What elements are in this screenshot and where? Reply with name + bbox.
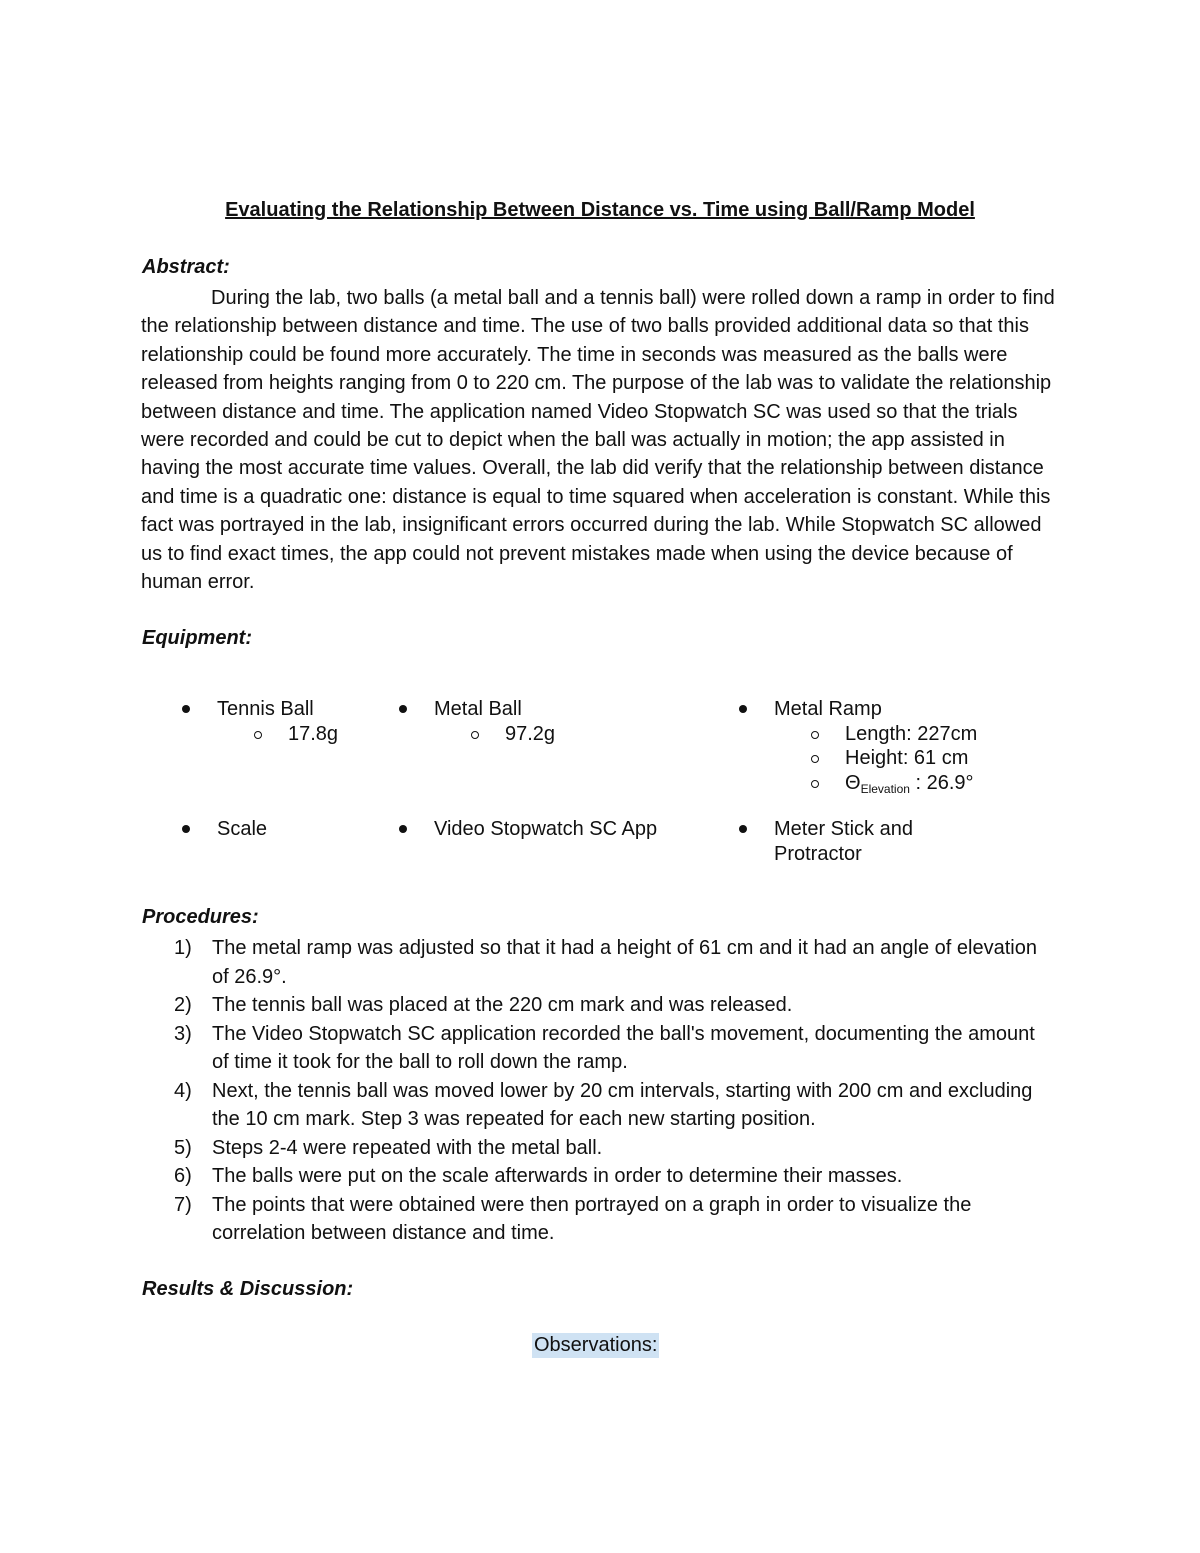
abstract-text: During the lab, two balls (a metal ball and a tennis ball) were rolled down a ramp in order to find the relationship between distance and time. The use of two balls provided additional data so that this relationship could be found more accurately. The time in seconds was measured as the balls were released from heights ranging from 0 to 220 cm. The purpose of the lab was to validate the relationship between distance and time. The application named Video Stopwatch SC was used so that the trials were recorded and could be cut to depict when the ball was actually in motion; the app assisted in having the most accurate time values. Overall, the lab did verify that the relationship between distance and time is a quadratic one: distance is equal to time squared when acceleration is constant. While this fact was portrayed in the lab, insignificant errors occurred during the lab. While Stopwatch SC allowed us to find exact times, the app could not prevent mistakes made when using the device because of human error. [141,287,1055,594]
equipment-heading: Equipment: [142,627,252,649]
procedure-step: 6) The balls were put on the scale afterwards in order to determine their masses. [174,1165,903,1187]
scale-label: Scale [217,818,268,840]
circle-bullet-icon [811,731,819,739]
equipment-metal-ramp [739,697,977,801]
ramp-theta-value: : 26.9° [909,771,974,794]
procedure-step: 5) Steps 2-4 were repeated with the metal ball. [174,1136,603,1159]
abstract-paragraph [141,284,1061,596]
bullet-icon [399,705,407,713]
ramp-length: Length: 227cm [845,722,978,745]
ramp-theta-symbol: Θ [845,771,861,794]
observations-label: Observations: [534,1334,658,1356]
bullet-icon [739,705,747,713]
bullet-icon [739,825,747,833]
equipment-app [399,817,657,842]
app-label: Video Stopwatch SC App [434,818,658,840]
procedures-heading: Procedures: [142,906,259,928]
bullet-icon [182,705,190,713]
circle-bullet-icon [811,755,819,763]
equipment-meter-stick [739,817,913,866]
bullet-icon [182,825,190,833]
results-heading: Results & Discussion: [142,1278,354,1300]
abstract-heading: Abstract: [142,256,230,278]
procedure-step: 1) The metal ramp was adjusted so that it had a height of 61 cm and it had an angle of elevation of 26.9°. [174,937,1037,988]
ramp-height: Height: 61 cm [845,747,969,769]
procedure-step: 7) The points that were obtained were then portrayed on a graph in order to visualize the correlation between distance and time. [174,1193,972,1244]
procedure-step: 3) The Video Stopwatch SC application recorded the ball's movement, documenting the amount of time it took for the ball to roll down the ramp. [174,1022,1035,1073]
equipment-scale [182,817,267,842]
circle-bullet-icon [254,731,262,739]
procedure-step: 2) The tennis ball was placed at the 220 cm mark and was released. [174,994,793,1016]
circle-bullet-icon [811,780,819,788]
meter-stick-label-line2: Protractor [774,842,862,865]
tennis-ball-label: Tennis Ball [217,698,314,720]
equipment-tennis-ball [182,697,338,746]
procedure-step: 4) Next, the tennis ball was moved lower by 20 cm intervals, starting with 200 cm and excluding the 10 cm mark. Step 3 was repeated for each new starting position. [174,1079,1033,1130]
tennis-ball-mass: 17.8g [288,722,339,745]
ramp-theta-subscript: Elevation [860,781,910,796]
metal-ramp-label: Metal Ramp [774,698,882,720]
equipment-metal-ball [399,697,555,746]
circle-bullet-icon [471,731,479,739]
procedures-list [174,934,1054,1248]
bullet-icon [399,825,407,833]
meter-stick-label-line1: Meter Stick and [774,818,913,840]
metal-ball-mass: 97.2g [505,722,556,745]
metal-ball-label: Metal Ball [434,698,522,720]
document-title: Evaluating the Relationship Between Distance vs. Time using Ball/Ramp Model [225,199,975,221]
